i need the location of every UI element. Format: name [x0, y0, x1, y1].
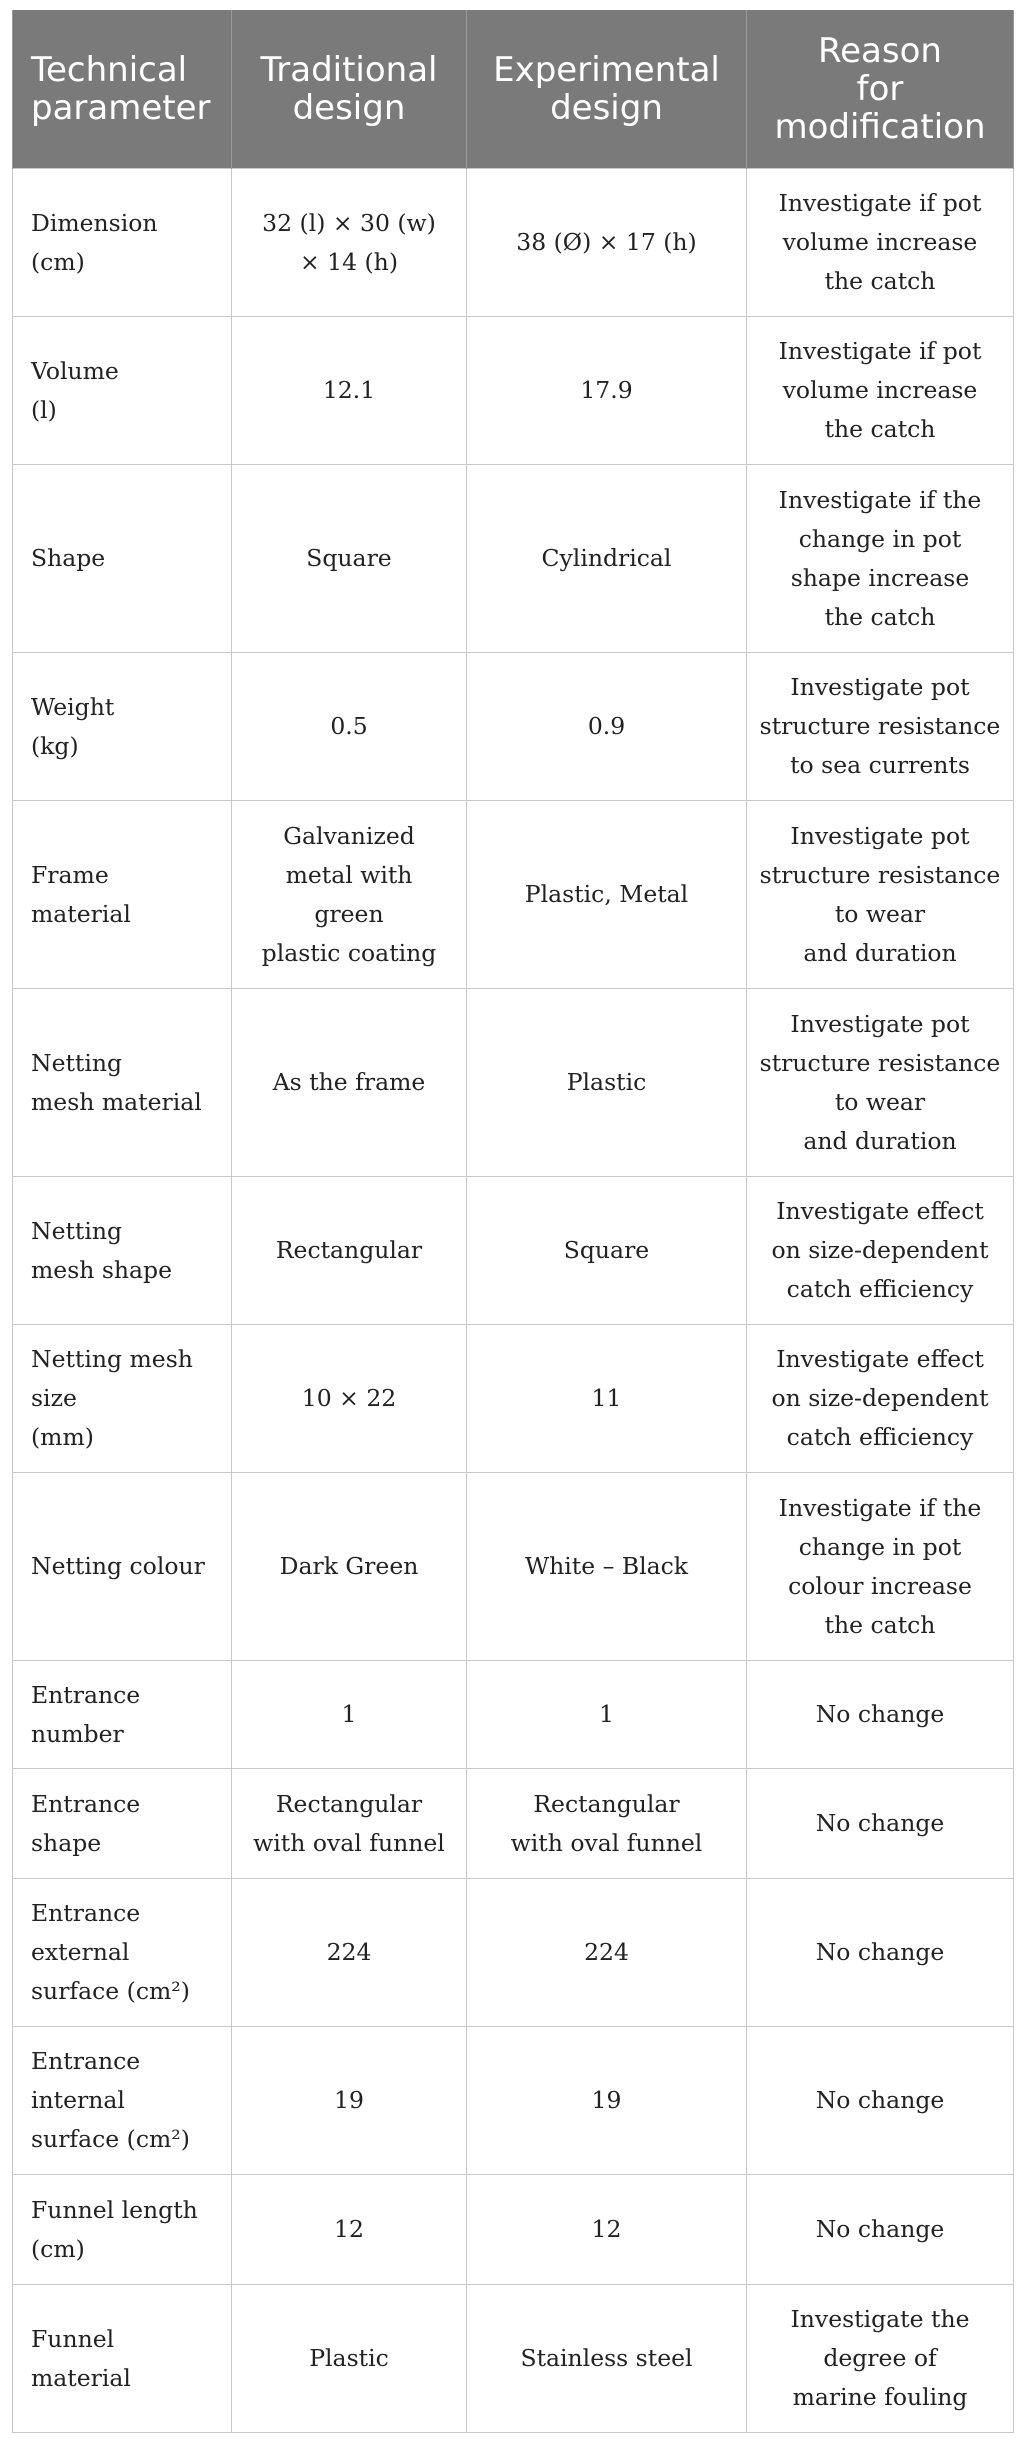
cell-traditional: Galvanized metal with green plastic coating — [232, 801, 467, 989]
cell-reason: Investigate if pot volume increase the catch — [747, 169, 1014, 317]
cell-parameter: Netting colour — [13, 1473, 232, 1661]
cell-experimental: 38 (Ø) × 17 (h) — [467, 169, 747, 317]
cell-experimental: 19 — [467, 2027, 747, 2175]
cell-parameter: Funnel material — [13, 2285, 232, 2433]
cell-traditional: Rectangular — [232, 1177, 467, 1325]
cell-traditional: Square — [232, 465, 467, 653]
cell-parameter: Shape — [13, 465, 232, 653]
cell-reason: Investigate pot structure resistance to wear and duration — [747, 989, 1014, 1177]
cell-parameter: Dimension (cm) — [13, 169, 232, 317]
cell-reason: No change — [747, 1879, 1014, 2027]
cell-experimental: 17.9 — [467, 317, 747, 465]
cell-traditional: Dark Green — [232, 1473, 467, 1661]
cell-reason: Investigate pot structure resistance to wear and duration — [747, 801, 1014, 989]
table-row — [13, 2285, 1014, 2433]
cell-reason: No change — [747, 2175, 1014, 2285]
cell-reason: Investigate pot structure resistance to sea currents — [747, 653, 1014, 801]
table-row — [13, 1661, 1014, 1769]
cell-traditional: 32 (l) × 30 (w) × 14 (h) — [232, 169, 467, 317]
cell-parameter: Frame material — [13, 801, 232, 989]
cell-reason: Investigate if pot volume increase the catch — [747, 317, 1014, 465]
table-body — [13, 169, 1014, 2433]
cell-parameter: Entrance number — [13, 1661, 232, 1769]
table-row — [13, 1177, 1014, 1325]
cell-experimental: Stainless steel — [467, 2285, 747, 2433]
cell-experimental: 0.9 — [467, 653, 747, 801]
cell-traditional: 0.5 — [232, 653, 467, 801]
table-row — [13, 317, 1014, 465]
cell-traditional: 224 — [232, 1879, 467, 2027]
cell-parameter: Entrance external surface (cm²) — [13, 1879, 232, 2027]
table-row — [13, 989, 1014, 1177]
cell-parameter: Funnel length (cm) — [13, 2175, 232, 2285]
table-row — [13, 1879, 1014, 2027]
cell-experimental: 224 — [467, 1879, 747, 2027]
cell-experimental: Rectangular with oval funnel — [467, 1769, 747, 1879]
cell-parameter: Entrance shape — [13, 1769, 232, 1879]
cell-reason: Investigate effect on size-dependent catch efficiency — [747, 1325, 1014, 1473]
cell-experimental: 12 — [467, 2175, 747, 2285]
cell-traditional: Rectangular with oval funnel — [232, 1769, 467, 1879]
cell-reason: No change — [747, 1661, 1014, 1769]
cell-parameter: Entrance internal surface (cm²) — [13, 2027, 232, 2175]
table-row — [13, 653, 1014, 801]
table-header — [13, 10, 1014, 169]
table-row — [13, 2175, 1014, 2285]
cell-parameter: Netting mesh shape — [13, 1177, 232, 1325]
cell-traditional: 12.1 — [232, 317, 467, 465]
cell-parameter: Netting mesh material — [13, 989, 232, 1177]
table-row — [13, 169, 1014, 317]
header-row — [13, 10, 1014, 169]
cell-experimental: Plastic — [467, 989, 747, 1177]
cell-reason: No change — [747, 1769, 1014, 1879]
cell-experimental: Square — [467, 1177, 747, 1325]
header-experimental-design: Experimental design — [467, 10, 747, 169]
cell-reason: Investigate effect on size-dependent catch efficiency — [747, 1177, 1014, 1325]
header-reason-for-modification: Reason for modification — [747, 10, 1014, 169]
header-traditional-design: Traditional design — [232, 10, 467, 169]
table-row — [13, 2027, 1014, 2175]
cell-reason: Investigate if the change in pot colour increase the catch — [747, 1473, 1014, 1661]
cell-traditional: 1 — [232, 1661, 467, 1769]
pot-design-comparison-table — [12, 10, 1014, 2433]
cell-parameter: Volume (l) — [13, 317, 232, 465]
cell-traditional: As the frame — [232, 989, 467, 1177]
pot-design-table-container — [12, 10, 1013, 2433]
table-row — [13, 801, 1014, 989]
cell-experimental: Cylindrical — [467, 465, 747, 653]
cell-experimental: 1 — [467, 1661, 747, 1769]
cell-traditional: 19 — [232, 2027, 467, 2175]
table-row — [13, 1325, 1014, 1473]
cell-experimental: 11 — [467, 1325, 747, 1473]
cell-traditional: Plastic — [232, 2285, 467, 2433]
cell-traditional: 10 × 22 — [232, 1325, 467, 1473]
cell-experimental: Plastic, Metal — [467, 801, 747, 989]
table-row — [13, 1769, 1014, 1879]
cell-parameter: Weight (kg) — [13, 653, 232, 801]
cell-traditional: 12 — [232, 2175, 467, 2285]
table-row — [13, 465, 1014, 653]
header-technical-parameter: Technical parameter — [13, 10, 232, 169]
cell-experimental: White – Black — [467, 1473, 747, 1661]
cell-parameter: Netting mesh size (mm) — [13, 1325, 232, 1473]
cell-reason: Investigate if the change in pot shape increase the catch — [747, 465, 1014, 653]
cell-reason: Investigate the degree of marine fouling — [747, 2285, 1014, 2433]
table-row — [13, 1473, 1014, 1661]
cell-reason: No change — [747, 2027, 1014, 2175]
